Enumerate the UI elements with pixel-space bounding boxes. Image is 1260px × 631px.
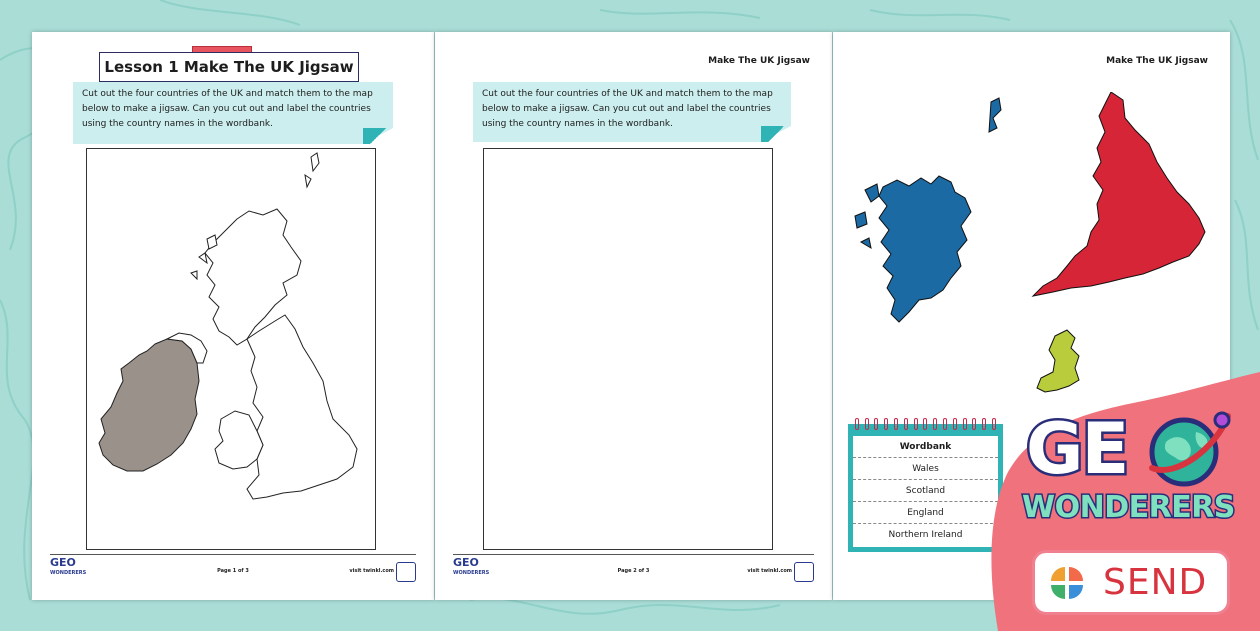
wales-outline	[215, 411, 263, 469]
page-header: Make The UK Jigsaw	[708, 56, 810, 66]
page-number: Page 2 of 3	[617, 568, 650, 574]
england-piece[interactable]	[1033, 92, 1205, 296]
globe-icon	[1146, 408, 1232, 490]
page-fold-shade	[363, 128, 393, 144]
geo-wordmark: GE	[1026, 408, 1128, 490]
wordbank-item: Wales	[853, 458, 998, 480]
site-link[interactable]: visit twinkl.com	[349, 568, 394, 574]
instructions-text: Cut out the four countries of the UK and match them to the map below to make a jigsaw. Can you cut out and label the countries using the country names in the wordbank.	[482, 89, 773, 129]
ireland-shape	[99, 339, 199, 471]
twinkl-badge-icon	[396, 562, 416, 582]
send-label: SEND	[1103, 562, 1208, 603]
wordbank-list	[853, 436, 998, 547]
page-title: Lesson 1 Make The UK Jigsaw	[99, 52, 359, 82]
footer-logo-line1: GEO	[50, 556, 76, 569]
footer-logo-line2: WONDERERS	[453, 570, 490, 576]
uk-outline-map	[87, 149, 375, 549]
page-fold-shade	[761, 126, 791, 142]
wordbank-item: Scotland	[853, 480, 998, 502]
page-number: Page 1 of 3	[217, 568, 249, 574]
worksheet-page-1	[32, 32, 434, 600]
footer-logo-line2: WONDERERS	[50, 570, 87, 576]
england-outline	[247, 315, 357, 499]
worksheet-page-2	[435, 32, 832, 600]
wonderers-wordmark: WONDERERS	[1022, 490, 1235, 525]
jigsaw-blank-frame	[483, 148, 773, 550]
page-header: Make The UK Jigsaw	[1106, 56, 1208, 66]
footer-logo-line1: GEO	[453, 556, 479, 569]
instructions-box	[473, 82, 791, 142]
footer-divider	[453, 554, 814, 555]
wordbank-item: Northern Ireland	[888, 530, 963, 540]
wordbank-heading: Wordbank	[853, 436, 998, 458]
twinkl-badge-icon	[794, 562, 814, 582]
wordbank-item: England	[853, 502, 998, 524]
footer-divider	[50, 554, 416, 555]
send-logo-icon	[1049, 565, 1085, 601]
scotland-piece[interactable]	[879, 176, 971, 322]
uk-map-frame	[86, 148, 376, 550]
send-badge	[1032, 550, 1230, 615]
site-link[interactable]: visit twinkl.com	[747, 568, 792, 574]
instructions-box	[73, 82, 393, 144]
instructions-text: Cut out the four countries of the UK and match them to the map below to make a jigsaw. Can you cut out and label the countries using the country names in the wordbank.	[82, 89, 373, 129]
country-pieces	[843, 92, 1223, 412]
